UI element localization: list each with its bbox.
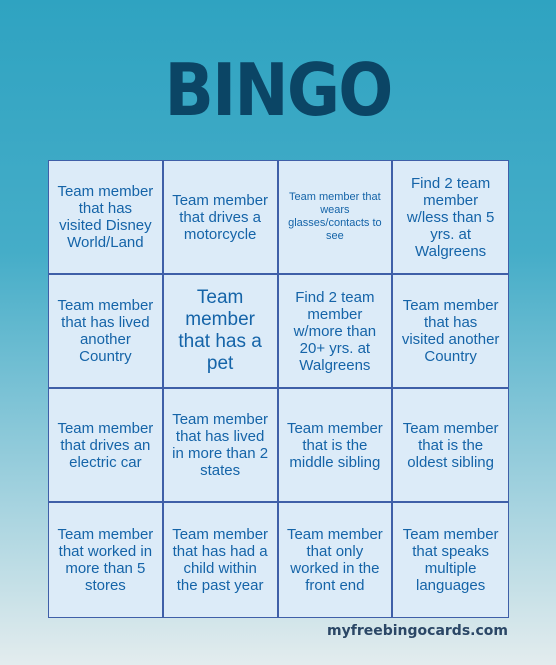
bingo-cell-text: Team member that is the oldest sibling xyxy=(402,419,499,471)
bingo-cell-text: Team member that has lived in more than 2 states xyxy=(172,411,269,479)
bingo-title: BINGO xyxy=(164,48,392,132)
bingo-cell-r1-c2[interactable] xyxy=(164,161,279,275)
bingo-cell-r4-c3[interactable] xyxy=(279,503,394,617)
bingo-cell-r1-c4[interactable] xyxy=(393,161,508,275)
bingo-cell-text: Team member that speaks multiple languages xyxy=(402,526,499,594)
bingo-board xyxy=(48,160,509,618)
bingo-cell-r4-c4[interactable] xyxy=(393,503,508,617)
bingo-cell-r4-c1[interactable] xyxy=(49,503,164,617)
bingo-cell-text: Team member that drives a motorcycle xyxy=(172,191,269,243)
bingo-cell-r4-c2[interactable] xyxy=(164,503,279,617)
bingo-cell-r2-c1[interactable] xyxy=(49,275,164,389)
bingo-cell-text: Team member that has visited another Country xyxy=(401,297,500,365)
bingo-cell-r3-c1[interactable] xyxy=(49,389,164,503)
bingo-cell-r3-c2[interactable] xyxy=(164,389,279,503)
bingo-cell-text: Team member that has visited Disney World/Land xyxy=(57,183,154,251)
bingo-cell-r1-c3[interactable] xyxy=(279,161,394,275)
bingo-cell-text: Find 2 team member w/less than 5 yrs. at Walgreens xyxy=(406,174,495,260)
bingo-cell-text: Team member that worked in more than 5 stores xyxy=(57,526,154,594)
bingo-cell-r2-c3[interactable] xyxy=(279,275,394,389)
bingo-cell-text: Team member that drives an electric car xyxy=(57,419,154,471)
bingo-cell-text: Team member that has had a child within the past year xyxy=(172,526,269,594)
bingo-cell-r2-c2[interactable] xyxy=(164,275,279,389)
bingo-cell-text: Team member that has lived another Country xyxy=(57,297,154,365)
site-credit: myfreebingocards.com xyxy=(327,623,508,639)
bingo-cell-text: Team member that only worked in the front end xyxy=(286,526,383,594)
bingo-cell-r2-c4[interactable] xyxy=(393,275,508,389)
bingo-cell-r3-c3[interactable] xyxy=(279,389,394,503)
bingo-cell-text: Team member that wears glasses/contacts to see xyxy=(288,191,382,242)
bingo-cell-r3-c4[interactable] xyxy=(393,389,508,503)
bingo-cell-r1-c1[interactable] xyxy=(49,161,164,275)
bingo-cell-text: Team member that has a pet xyxy=(178,287,262,374)
bingo-cell-text: Team member that is the middle sibling xyxy=(286,419,383,471)
bingo-cell-text: Find 2 team member w/more than 20+ yrs. at Walgreens xyxy=(293,288,377,374)
